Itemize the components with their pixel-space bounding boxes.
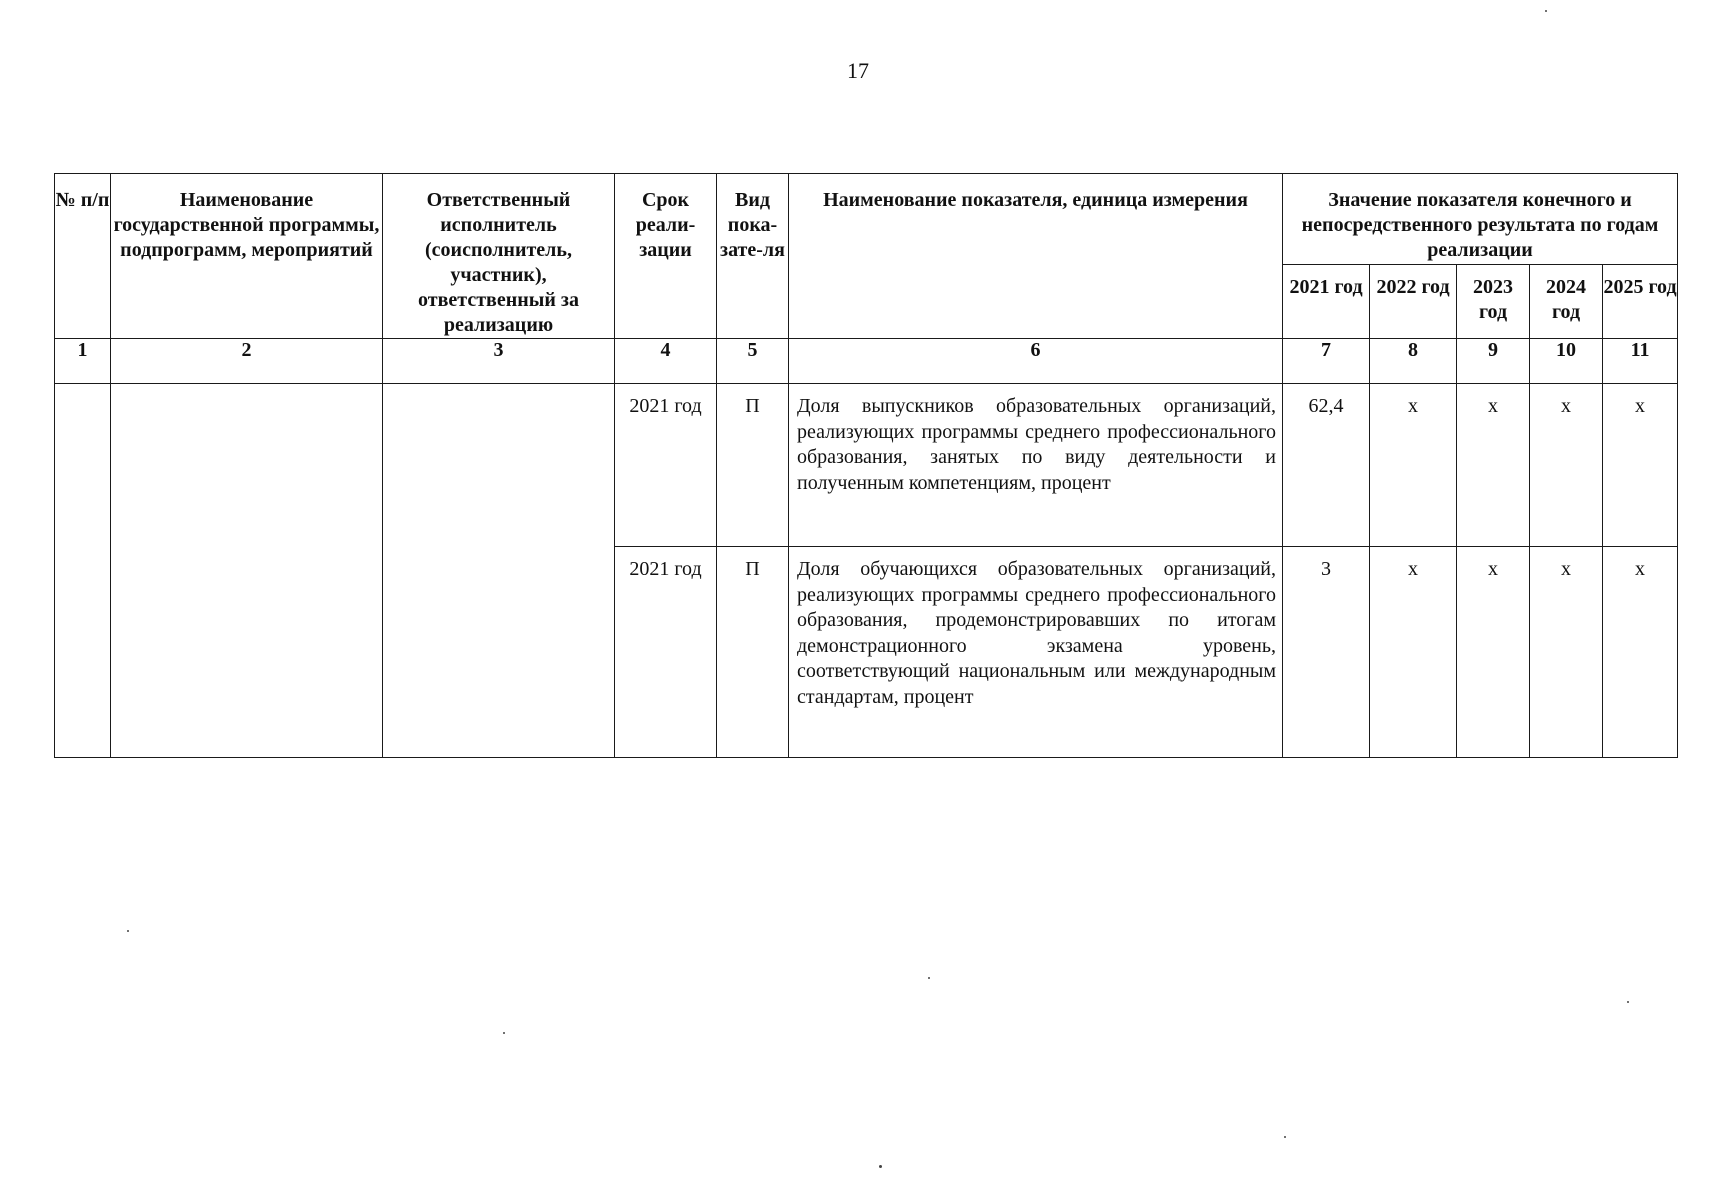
header-responsible: Ответственный исполнитель (соисполнитель, участник), ответственный за реализацию bbox=[383, 174, 615, 339]
table-row bbox=[55, 384, 1678, 547]
value-cell: x bbox=[1603, 547, 1678, 758]
column-numbers-row bbox=[55, 339, 1678, 384]
column-number: 4 bbox=[615, 339, 717, 384]
value-cell: 62,4 bbox=[1283, 384, 1370, 547]
column-number: 2 bbox=[111, 339, 383, 384]
page-number: 17 bbox=[847, 58, 869, 83]
header-year: 2022 год bbox=[1370, 265, 1457, 339]
scan-speck bbox=[503, 1032, 505, 1034]
column-number: 6 bbox=[789, 339, 1283, 384]
value-cell: x bbox=[1530, 384, 1603, 547]
scan-speck bbox=[928, 977, 930, 979]
value-cell: x bbox=[1530, 547, 1603, 758]
header-year: 2021 год bbox=[1283, 265, 1370, 339]
header-year: 2023 год bbox=[1457, 265, 1530, 339]
value-cell: 3 bbox=[1283, 547, 1370, 758]
value-cell: x bbox=[1370, 547, 1457, 758]
value-cell: x bbox=[1457, 384, 1530, 547]
column-number: 11 bbox=[1603, 339, 1678, 384]
header-values-group: Значение показателя конечного и непосредственного результата по годам реализации bbox=[1283, 174, 1678, 265]
number-cell bbox=[55, 384, 111, 758]
indicator-name-cell: Доля выпускников образовательных организаций, реализующих программы среднего профессионального образования, занятых по виду деятельности и полученным компетенциям, процент bbox=[789, 384, 1283, 547]
responsible-cell bbox=[383, 384, 615, 758]
program-name-cell bbox=[111, 384, 383, 758]
header-year: 2025 год bbox=[1603, 265, 1678, 339]
scan-speck bbox=[127, 930, 129, 932]
column-number: 5 bbox=[717, 339, 789, 384]
indicator-type-cell: П bbox=[717, 547, 789, 758]
value-cell: x bbox=[1457, 547, 1530, 758]
value-cell: x bbox=[1603, 384, 1678, 547]
column-number: 8 bbox=[1370, 339, 1457, 384]
column-number: 7 bbox=[1283, 339, 1370, 384]
value-cell: x bbox=[1370, 384, 1457, 547]
column-number: 3 bbox=[383, 339, 615, 384]
header-number: № п/п bbox=[55, 174, 111, 339]
scan-speck bbox=[1284, 1136, 1286, 1138]
scan-speck bbox=[1545, 10, 1547, 12]
header-term: Срок реали-зации bbox=[615, 174, 717, 339]
indicator-type-cell: П bbox=[717, 384, 789, 547]
term-cell: 2021 год bbox=[615, 384, 717, 547]
column-number: 1 bbox=[55, 339, 111, 384]
header-program-name: Наименование государственной программы, подпрограмм, мероприятий bbox=[111, 174, 383, 339]
term-cell: 2021 год bbox=[615, 547, 717, 758]
column-number: 9 bbox=[1457, 339, 1530, 384]
header-indicator-name: Наименование показателя, единица измерения bbox=[789, 174, 1283, 339]
indicators-table bbox=[54, 173, 1678, 758]
header-indicator-type: Вид пока-зате-ля bbox=[717, 174, 789, 339]
header-row bbox=[55, 174, 1678, 265]
column-number: 10 bbox=[1530, 339, 1603, 384]
scan-speck bbox=[1627, 1001, 1629, 1003]
header-year: 2024 год bbox=[1530, 265, 1603, 339]
indicator-name-cell: Доля обучающихся образовательных организаций, реализующих программы среднего профессионального образования, продемонстрировавших по итогам демонстрационного экзамена уровень, соответствующий национальным или международным стандартам, процент bbox=[789, 547, 1283, 758]
scan-speck bbox=[879, 1165, 882, 1168]
